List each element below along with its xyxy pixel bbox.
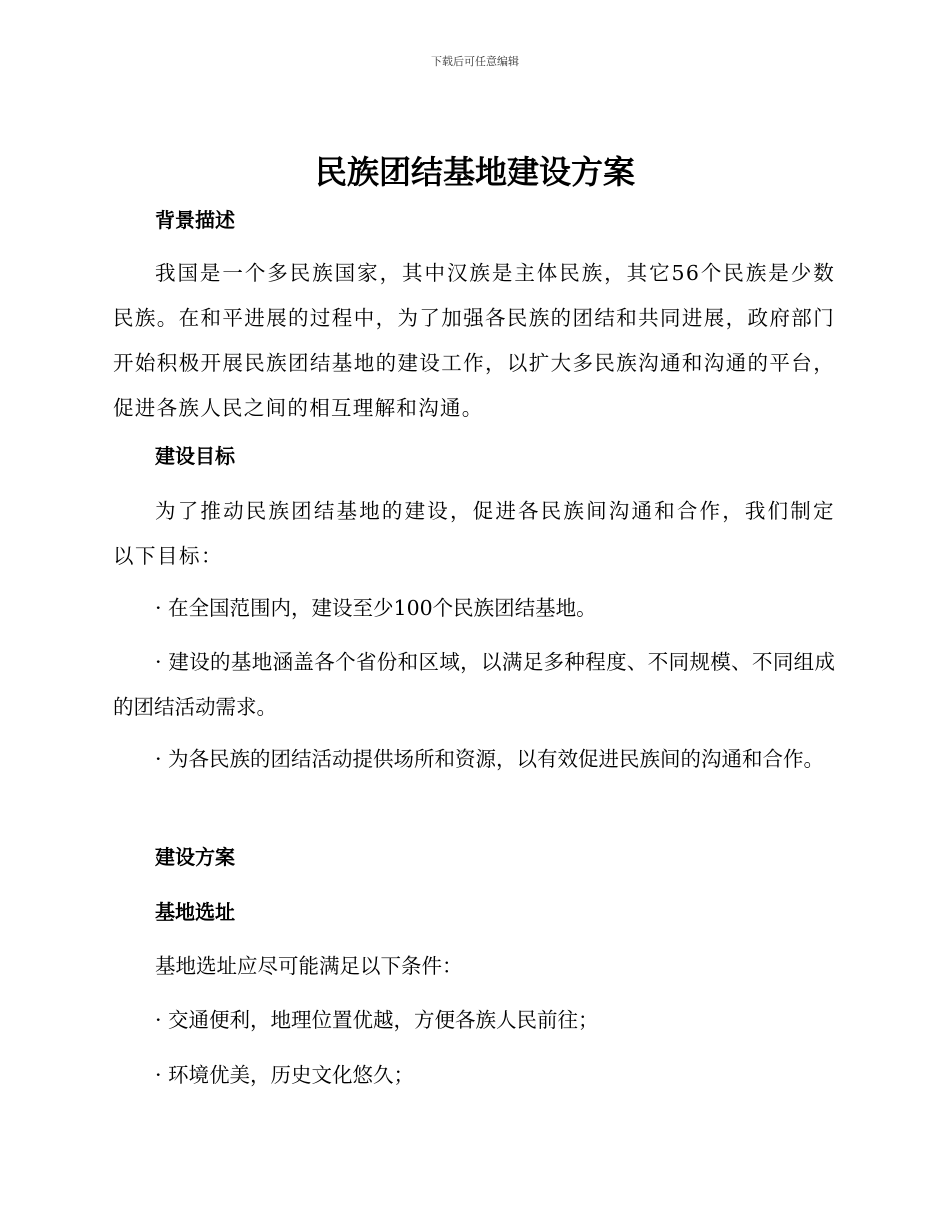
site-condition-1: · 交通便利，地理位置优越，方便各族人民前往； [155, 1008, 599, 1032]
section-heading-goals: 建设目标 [155, 444, 235, 468]
paragraph-background: 我国是一个多民族国家，其中汉族是主体民族，其它56个民族是少数民族。在和平进展的过程中，为了加强各民族的团结和共同进展，政府部门开始积极开展民族团结基地的建设工作，以扩大多民族沟通和沟通的平台，促进各族人民之间的相互理解和沟通。 [113, 261, 835, 420]
site-condition-2: · 环境优美，历史文化悠久； [155, 1063, 415, 1087]
section-heading-background: 背景描述 [155, 208, 235, 232]
paragraph-goals-intro: 为了推动民族团结基地的建设，促进各民族间沟通和合作，我们制定以下目标： [113, 499, 835, 568]
subsection-heading-site: 基地选址 [155, 900, 235, 924]
page-header-note: 下载后可任意编辑 [431, 55, 519, 68]
paragraph-site-intro: 基地选址应尽可能满足以下条件： [155, 954, 463, 978]
goal-item-1: · 在全国范围内，建设至少100个民族团结基地。 [155, 596, 597, 620]
goal-item-2: · 建设的基地涵盖各个省份和区域，以满足多种程度、不同规模、不同组成的团结活动需求。 [113, 650, 835, 719]
section-heading-plan: 建设方案 [155, 845, 235, 869]
goal-item-3: · 为各民族的团结活动提供场所和资源，以有效促进民族间的沟通和合作。 [155, 747, 825, 771]
document-title: 民族团结基地建设方案 [314, 153, 635, 191]
